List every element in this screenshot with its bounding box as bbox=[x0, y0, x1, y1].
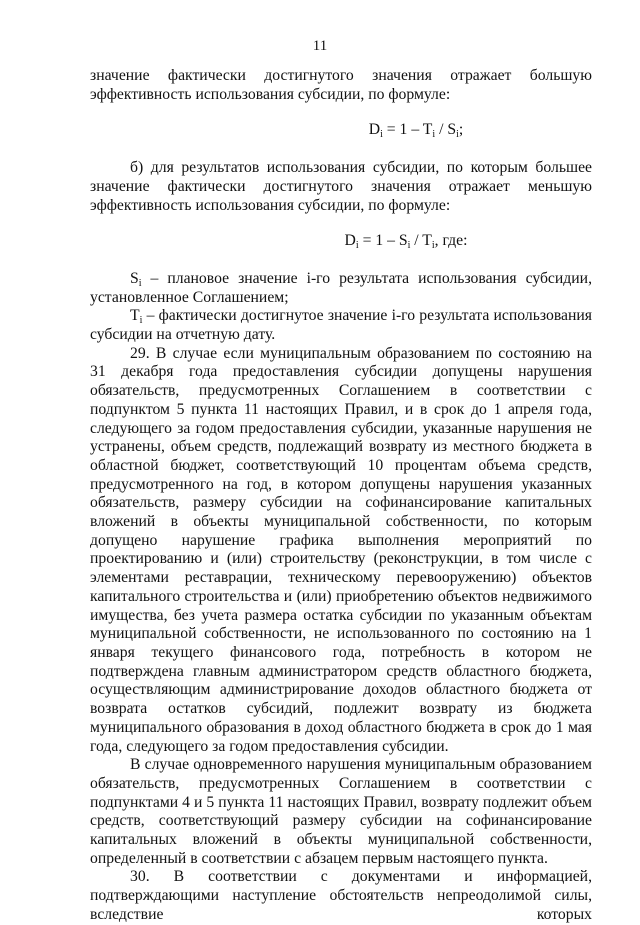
definition-s: $S_i$ – плановое значение i-го результата использования субсидии, установленное Соглашением; bbox=[90, 269, 592, 306]
page-number: 11 bbox=[312, 38, 328, 54]
paragraph-29-second: В случае одновременного нарушения муниципальным образованием обязательств, предусмотренных Соглашением в соответствии с подпунктами 4 и 5 пункта 11 настоящих Правил, возврату подлежит объем средств, соответствующий размеру субсидии на софинансирование капитальных вложений в объекты муниципальной собственности, определенный в соответствии с абзацем первым настоящего пункта. bbox=[90, 756, 592, 867]
paragraph-29: 29. В случае если муниципальным образованием по состоянию на 31 декабря года предоставления субсидии допущены нарушения обязательств, предусмотренных Соглашением в соответствии с подпунктом 5 пункта 11 настоящих Правил, и в срок до 1 апреля года, следующего за годом предоставления субсидии, указанные нарушения не устранены, объем средств, подлежащий возврату из местного бюджета в областной бюджет, соответствующий 10 процентам объема средств, предусмотренного на год, в котором допущены нарушения указанных обязательств, размеру субсидии на софинансирование капитальных вложений в объекты муниципальной собственности, по которым допущено нарушение графика выполнения мероприятий по проектированию и (или) строительству (реконструкции, в том числе с элементами реставрации, техническому перевооружению) объектов капитального строительства и (или) приобретению объектов недвижимого имущества, без учета размера остатка субсидии по указанным объектам муниципальной собственности, не использованного по состоянию на 1 января текущего финансового года, потребность в котором не подтверждена главным администратором средств областного бюджета, осуществляющим администрирование доходов областного бюджета от возврата остатков субсидий, подлежит возврату из бюджета муниципального образования в доход областного бюджета в срок до 1 мая года, следующего за годом предоставления субсидии. bbox=[90, 344, 592, 755]
formula-1: $D_i = 1 - T_i / S_i$; bbox=[368, 121, 464, 141]
definition-t: $T_i$ – фактически достигнутое значение i-го результата использования субсидии на отчетную дату. bbox=[90, 307, 592, 344]
document-body bbox=[90, 67, 592, 925]
paragraph-b: б) для результатов использования субсидии, по которым большее значение фактически достигнутого значения отражает меньшую эффективность использования субсидии, по формуле: bbox=[90, 159, 592, 214]
paragraph-30: 30. В соответствии с документами и информацией, подтверждающими наступление обстоятельств непреодолимой силы, вследствие которых bbox=[90, 868, 592, 923]
paragraph-continuation: значение фактически достигнутого значения отражает большую эффективность использования субсидии, по формуле: bbox=[90, 67, 592, 103]
formula-2: $D_i = 1 - S_i / T_i$, где: bbox=[344, 232, 468, 252]
